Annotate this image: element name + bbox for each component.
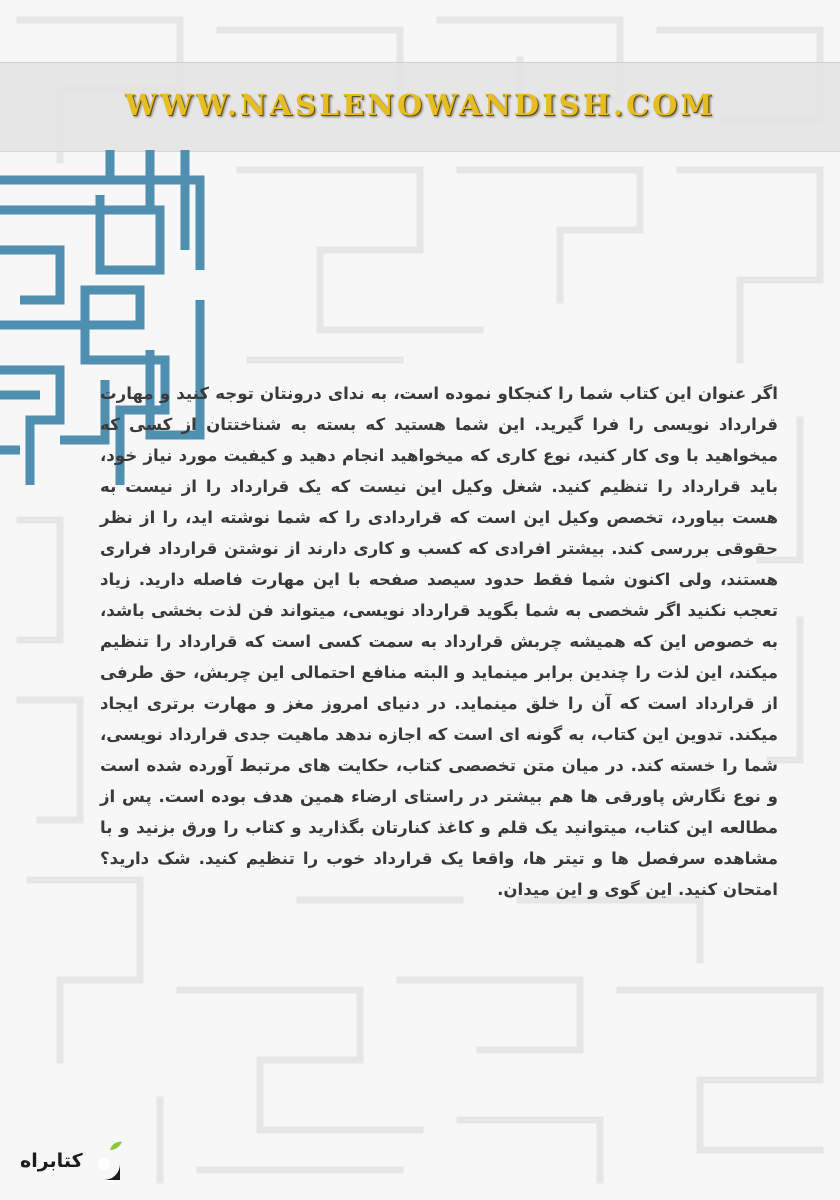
ketabrah-logo-icon (84, 1140, 124, 1184)
website-url: WWW.NASLENOWANDISH.COM (124, 88, 716, 122)
publisher-name: کتابراه (20, 1150, 83, 1172)
book-description: اگر عنوان این کتاب شما را کنجکاو نموده است، به ندای درونتان توجه کنید و مهارت قرارداد نویسی را فرا گیرید. این شما هستید که بسته به شناختتان از کسی که میخواهید با وی کار کنید، نوع کاری که میخواهید انجام دهید و کیفیت مورد نیاز خود، باید قرارداد را تنظیم کنید. شغل وکیل این نیست که یک قرارداد را از نیست به هست بیاورد، تخصص وکیل این است که قراردادی را که شما نوشته اید، را از نظر حقوقی بررسی کند. بیشتر افرادی که کسب و کاری دارند از نوشتن قرارداد فراری هستند، ولی اکنون شما فقط حدود سیصد صفحه با این مهارت فاصله دارید. زیاد تعجب نکنید اگر شخصی به شما بگوید قرارداد نویسی، میتواند فن لذت بخشی باشد، به خصوص این که همیشه چربش قرارداد به سمت کسی است که قرارداد را تنظیم میکند، این لذت را چندین برابر مینماید و البته منافع احتمالی این چربش، حق طرفی از قرارداد است که آن را خلق مینماید. در دنیای امروز مغز و مهارت برتری ایجاد میکند. تدوین این کتاب، به گونه ای است که اجازه ندهد ماهیت جدی قرارداد نویسی، شما را خسته کند. در میان متن تخصصی کتاب، حکایت های مرتبط آورده شده است و نوع نگارش پاورقی ها هم بیشتر در راستای ارضاء همین هدف بوده است. پس از مطالعه این کتاب، میتوانید یک قلم و کاغذ کنارتان بگذارید و کتاب را ورق بزنید و با مشاهده سرفصل ها و تیتر ها، واقعا یک قرارداد خوب را تنظیم کنید. شک دارید؟ امتحان کنید. این گوی و این میدان. (100, 384, 778, 899)
